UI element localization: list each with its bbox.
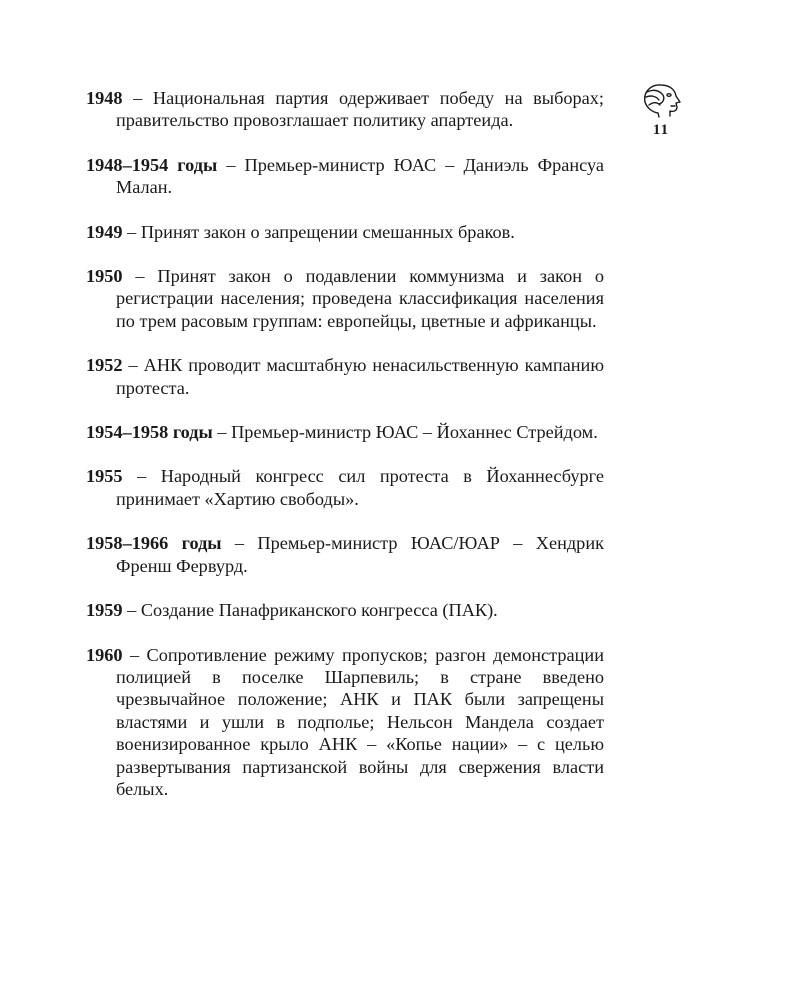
page-number: 11 [652,122,670,138]
entry-year: 1954–1958 годы [86,422,213,443]
entry-year: 1960 [86,644,123,665]
entry-year: 1952 [86,355,123,376]
timeline-entry [86,154,604,199]
timeline-entry [86,599,604,621]
entry-year: 1950 [86,266,123,287]
timeline-entry [86,87,604,132]
timeline-entry [86,265,604,332]
timeline-entry [86,644,604,801]
timeline-entry [86,354,604,399]
entry-text: – Принят закон о запрещении смешанных браков. [122,221,515,242]
timeline [86,87,604,800]
entry-year: 1949 [86,221,123,242]
entry-text: – Создание Панафриканского конгресса (ПАК). [122,600,498,621]
profile-head-icon [637,80,685,120]
entry-year: 1948–1954 годы [86,154,218,175]
entry-text: – АНК проводит масштабную ненасильственную кампанию протеста. [116,355,604,398]
page-header [628,80,694,139]
timeline-entry [86,532,604,577]
timeline-entry [86,421,604,443]
entry-text: – Сопротивление режиму пропусков; разгон демонстрации полицией в поселке Шарпевиль; в стране введено чрезвычайное положение; АНК и ПАК были запрещены властями и ушли в подполье; Нельсон Мандела создает военизированное крыло АНК – «Копье нации» – с целью развертывания партизанской войны для свержения власти белых. [116,644,604,799]
timeline-entry [86,221,604,243]
entry-year: 1955 [86,466,123,487]
entry-year: 1958–1966 годы [86,533,222,554]
entry-text: – Премьер-министр ЮАС – Йоханнес Стрейдом. [212,422,598,443]
entry-text: – Национальная партия одерживает победу на выборах; правительство провозглашает политику апартеида. [116,88,604,131]
entry-year: 1948 [86,88,123,108]
entry-text: – Премьер-министр ЮАС/ЮАР – Хендрик Френш Фервурд. [116,533,604,576]
entry-text: – Народный конгресс сил протеста в Йоханнесбурге принимает «Хартию свободы». [116,466,604,509]
timeline-entry [86,465,604,510]
entry-text: – Премьер-министр ЮАС – Даниэль Франсуа Малан. [116,154,604,198]
entry-year: 1959 [86,600,123,621]
entry-text: – Принят закон о подавлении коммунизма и закон о регистрации населения; проведена классификация населения по трем расовым группам: европейцы, цветные и африканцы. [116,266,604,331]
